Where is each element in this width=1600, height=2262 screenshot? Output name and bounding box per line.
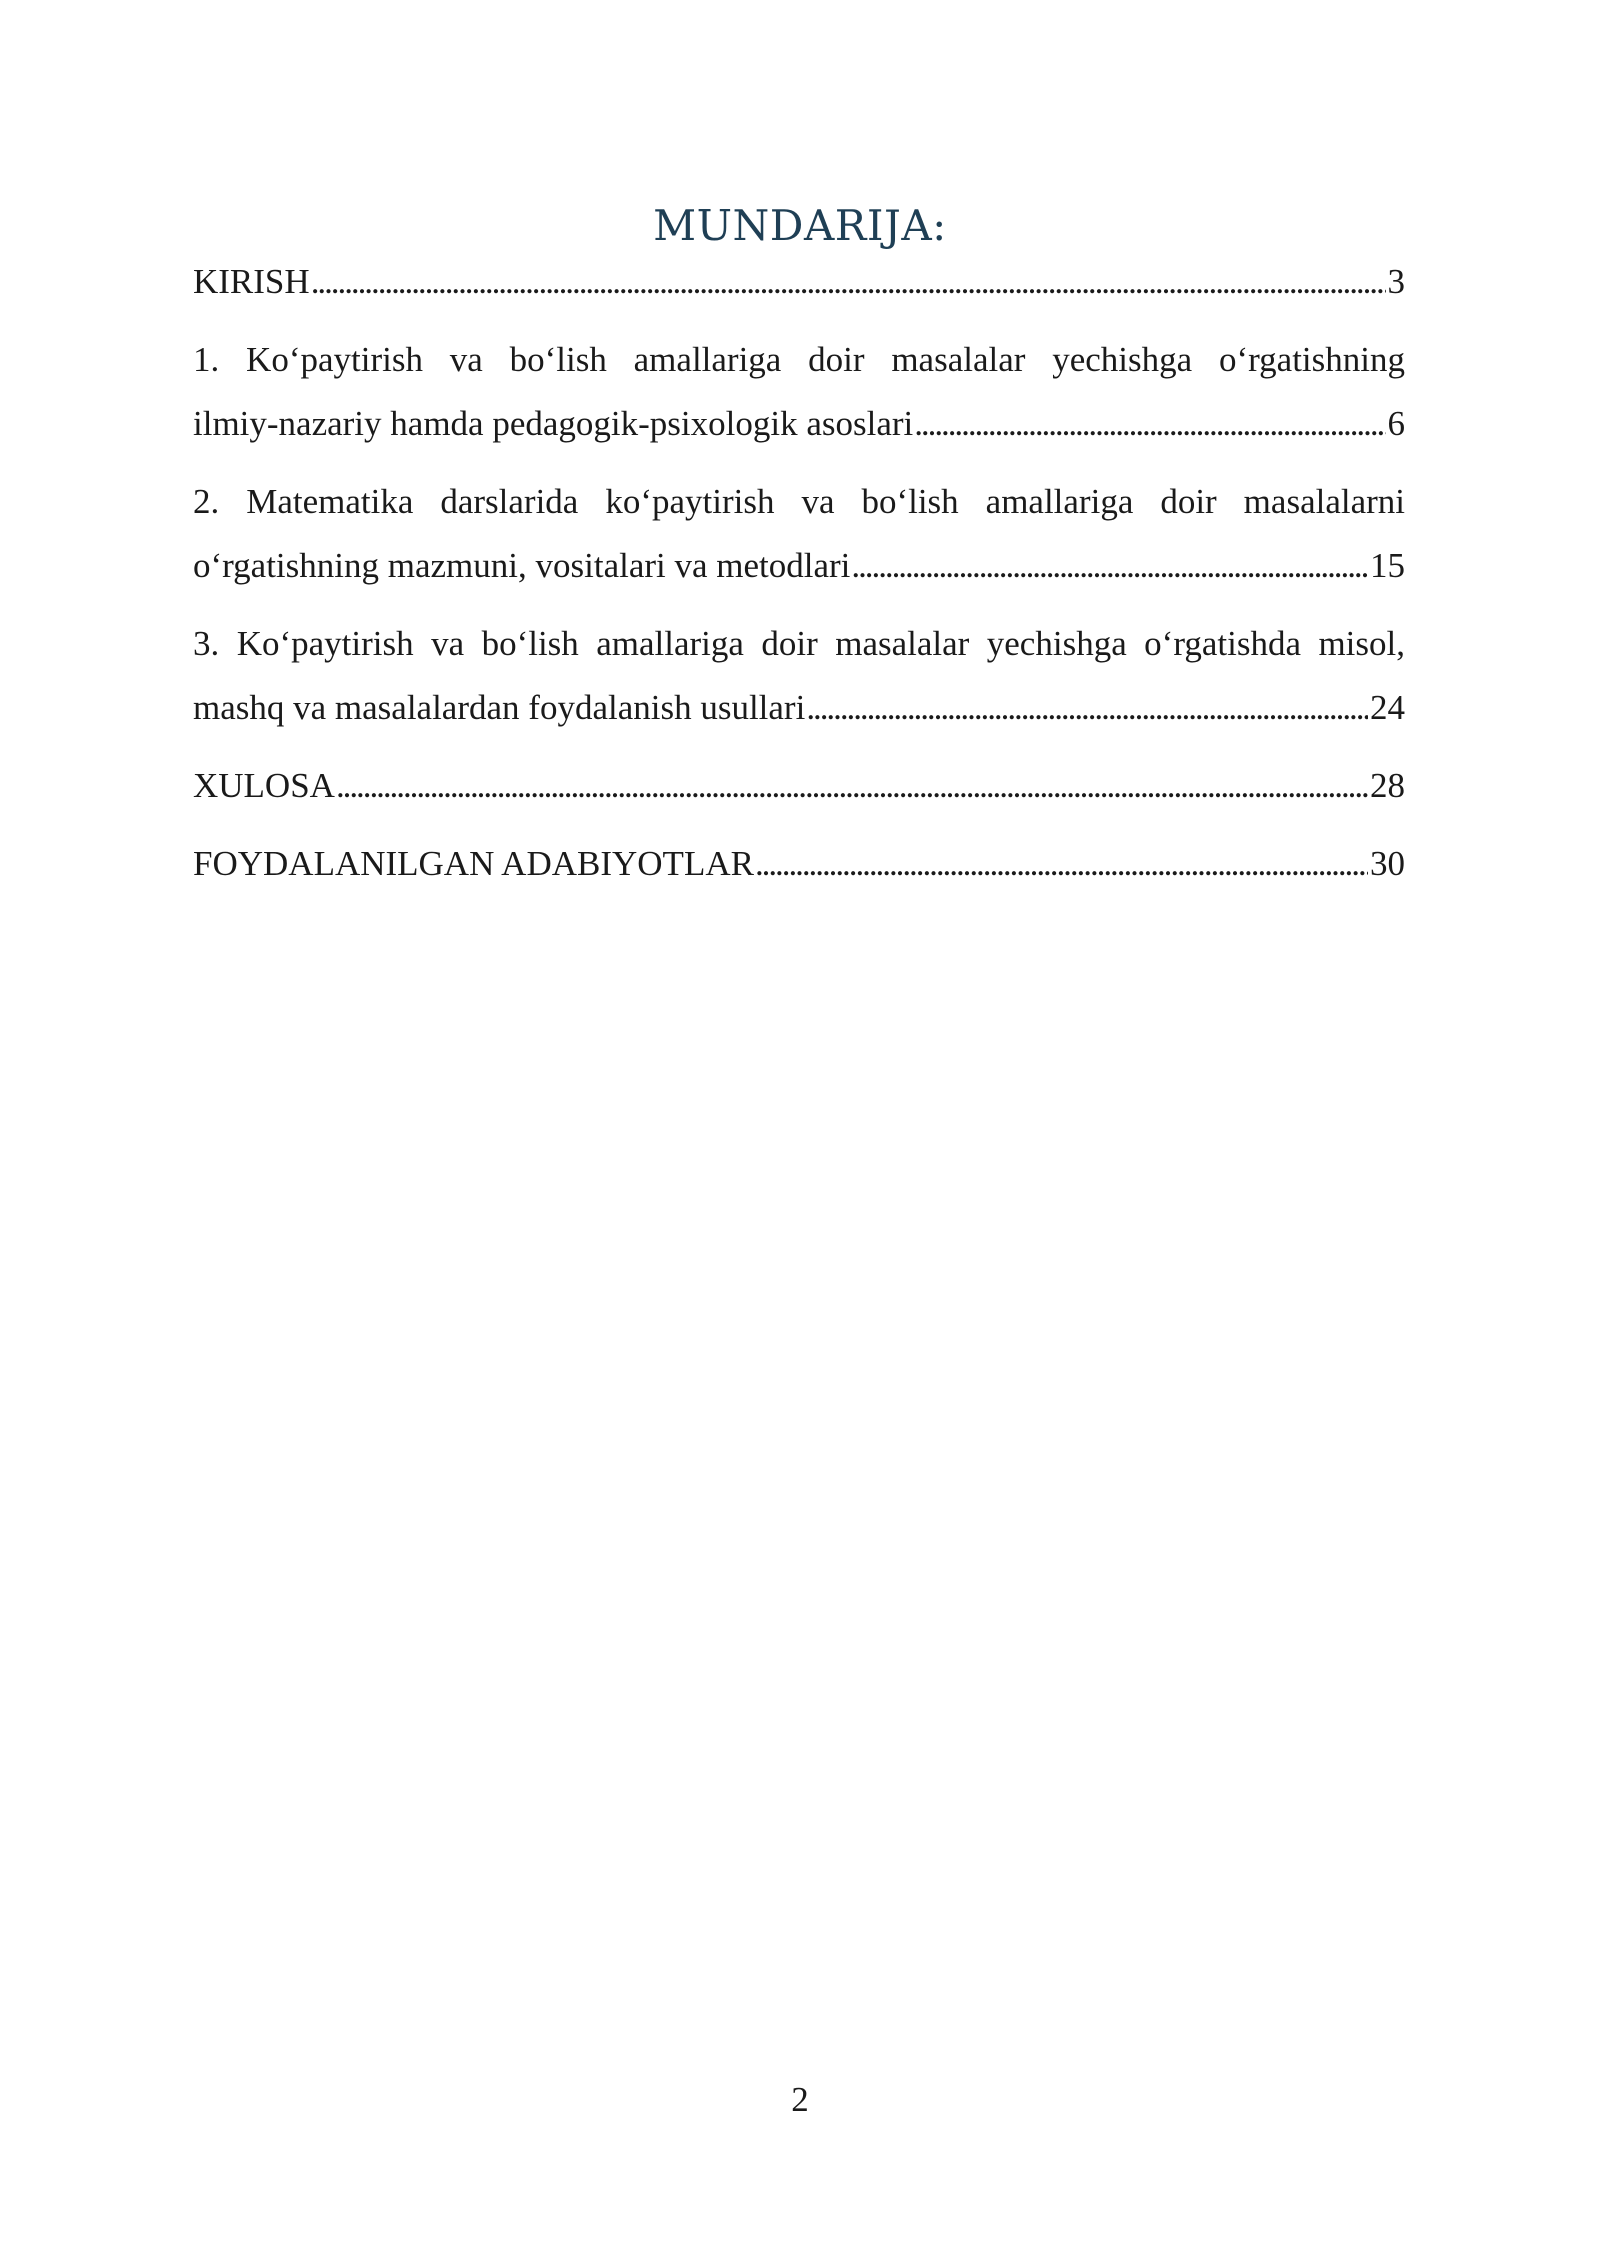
toc-entry-label: o‘rgatishning mazmuni, vositalari va metodlari: [193, 546, 851, 585]
toc-entry-label: XULOSA: [193, 766, 335, 805]
toc-entry-xulosa[interactable]: [193, 754, 1405, 818]
toc-entry-chapter-2[interactable]: [193, 470, 1405, 598]
toc-entry-label: KIRISH: [193, 262, 310, 301]
toc-entry-line: 1. Ko‘paytirish va bo‘lish amallariga doir masalalar yechishga o‘rgatishning: [193, 340, 1405, 379]
toc-entry-page: 24: [1370, 688, 1405, 727]
dot-leader: [755, 832, 1368, 896]
page-number: 2: [791, 2080, 809, 2119]
dot-leader: [914, 392, 1385, 456]
dot-leader: [336, 754, 1368, 818]
table-of-contents: [193, 250, 1405, 910]
toc-entry-label: mashq va masalalardan foydalanish usullari: [193, 688, 806, 727]
toc-entry-line: 2. Matematika darslarida ko‘paytirish va bo‘lish amallariga doir masalalarni: [193, 482, 1405, 521]
toc-entry-kirish[interactable]: [193, 250, 1405, 314]
toc-entry-page: 3: [1387, 262, 1405, 301]
toc-entry-line: 3. Ko‘paytirish va bo‘lish amallariga doir masalalar yechishga o‘rgatishda misol,: [193, 624, 1405, 663]
toc-entry-label: ilmiy-nazariy hamda pedagogik-psixologik asoslari: [193, 404, 914, 443]
toc-entry-page: 6: [1387, 404, 1405, 443]
toc-entry-chapter-1[interactable]: [193, 328, 1405, 456]
dot-leader: [311, 250, 1386, 314]
toc-heading: MUNDARIJA:: [653, 201, 947, 250]
toc-entry-label: FOYDALANILGAN ADABIYOTLAR: [193, 844, 754, 883]
toc-entry-page: 15: [1370, 546, 1405, 585]
dot-leader: [851, 534, 1368, 598]
toc-entry-references[interactable]: [193, 832, 1405, 896]
toc-entry-page: 30: [1370, 844, 1405, 883]
toc-entry-page: 28: [1370, 766, 1405, 805]
toc-entry-chapter-3[interactable]: [193, 612, 1405, 740]
dot-leader: [806, 676, 1368, 740]
